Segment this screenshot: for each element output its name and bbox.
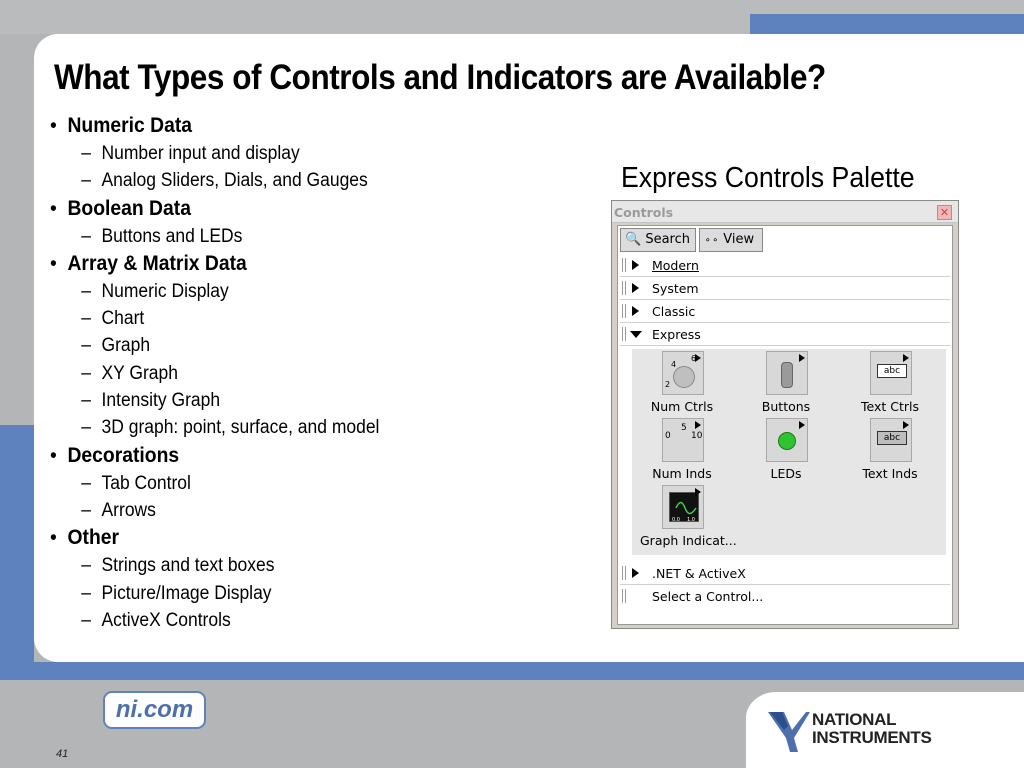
palette-item-num-ctrls[interactable] xyxy=(632,351,732,415)
meter-icon: 0 5 10 xyxy=(662,418,704,462)
bullet-numeric-data: • Numeric Data xyxy=(50,112,528,140)
search-label: Search xyxy=(645,232,690,247)
national-instruments-logo xyxy=(766,708,956,758)
svg-text:0.0: 0.0 xyxy=(672,517,680,523)
sub-bullet: – ActiveX Controls xyxy=(50,607,528,634)
sub-bullet: – Strings and text boxes xyxy=(50,552,528,579)
express-subpalette xyxy=(632,349,946,555)
sub-bullet: – Intensity Graph xyxy=(50,387,528,414)
close-button[interactable]: ✕ xyxy=(937,205,952,220)
grip-icon xyxy=(622,327,626,341)
sub-bullet: – XY Graph xyxy=(50,360,528,387)
eagle-logo-icon xyxy=(766,708,810,754)
palette-item-num-inds[interactable] xyxy=(632,418,732,482)
controls-palette-window xyxy=(611,200,959,629)
numeric-control-icon: 4 6 2 xyxy=(662,351,704,395)
search-button[interactable] xyxy=(620,228,696,252)
view-button[interactable] xyxy=(699,228,763,252)
palette-item-buttons[interactable] xyxy=(736,351,836,415)
item-label: Text Ctrls xyxy=(860,399,919,414)
top-band xyxy=(0,0,750,34)
category-label: Classic xyxy=(652,304,696,319)
category-modern[interactable] xyxy=(620,254,950,277)
category-label: .NET & ActiveX xyxy=(652,566,746,581)
item-label: Text Inds xyxy=(862,466,918,481)
item-label: Num Inds xyxy=(652,466,712,481)
slide-title: What Types of Controls and Indicators are Available? xyxy=(54,58,826,97)
view-label: View xyxy=(723,232,755,247)
top-right-band xyxy=(750,0,1024,34)
bullet-decorations: • Decorations xyxy=(50,442,528,470)
sub-bullet: – Picture/Image Display xyxy=(50,580,528,607)
bullet-boolean-data: • Boolean Data xyxy=(50,195,528,223)
sub-bullet: – Number input and display xyxy=(50,140,528,167)
graph-icon xyxy=(662,485,704,529)
expand-arrow-icon xyxy=(632,260,639,270)
text-indicator-icon: abc xyxy=(870,418,912,462)
palette-body xyxy=(617,225,953,625)
expand-arrow-icon xyxy=(632,568,639,578)
category-classic[interactable] xyxy=(620,300,950,323)
item-label: Buttons xyxy=(761,399,811,414)
grip-icon xyxy=(622,281,626,295)
left-band xyxy=(0,425,34,675)
sub-bullet: – 3D graph: point, surface, and model xyxy=(50,414,528,441)
category-net-activex[interactable] xyxy=(620,562,950,585)
category-label: System xyxy=(652,281,699,296)
page-number: 41 xyxy=(56,748,69,760)
select-a-control[interactable] xyxy=(620,585,950,608)
sub-bullet: – Buttons and LEDs xyxy=(50,223,528,250)
grip-icon xyxy=(622,258,626,272)
bullet-other: • Other xyxy=(50,524,528,552)
sub-bullet: – Tab Control xyxy=(50,470,528,497)
palette-item-text-ctrls[interactable] xyxy=(840,351,940,415)
item-label: Graph Indicat... xyxy=(640,533,737,548)
bullet-outline xyxy=(50,112,570,634)
expand-arrow-icon xyxy=(632,306,639,316)
palette-item-text-inds[interactable] xyxy=(840,418,940,482)
category-label: Express xyxy=(652,327,701,342)
bottom-band xyxy=(0,662,1024,680)
sub-bullet: – Chart xyxy=(50,305,528,332)
grip-icon xyxy=(622,589,626,603)
expand-arrow-icon xyxy=(632,283,639,293)
ni-com-link[interactable]: ni.com xyxy=(103,691,206,729)
text-control-icon: abc xyxy=(870,351,912,395)
category-label: Modern xyxy=(652,258,699,273)
item-label: Num Ctrls xyxy=(650,399,714,414)
palette-title: Controls xyxy=(614,205,674,220)
brand-line-1: NATIONAL xyxy=(812,710,897,729)
bullet-array-matrix-data: • Array & Matrix Data xyxy=(50,250,528,278)
grip-icon xyxy=(622,566,626,580)
sub-bullet: – Arrows xyxy=(50,497,528,524)
sub-bullet: – Numeric Display xyxy=(50,278,528,305)
palette-item-leds[interactable] xyxy=(736,418,836,482)
sub-bullet: – Analog Sliders, Dials, and Gauges xyxy=(50,167,528,194)
svg-text:1.0: 1.0 xyxy=(687,517,695,523)
view-options-icon: ⚬⚬ xyxy=(704,236,720,246)
brand-line-2: INSTRUMENTS xyxy=(812,728,932,747)
category-system[interactable] xyxy=(620,277,950,300)
category-express[interactable] xyxy=(620,323,950,346)
sub-bullet: – Graph xyxy=(50,332,528,359)
palette-title-bar[interactable] xyxy=(612,201,958,223)
palette-item-graph-indicators[interactable] xyxy=(632,485,737,549)
toggle-switch-icon xyxy=(766,351,808,395)
palette-caption: Express Controls Palette xyxy=(621,162,915,194)
category-label: Select a Control... xyxy=(652,589,764,604)
search-icon: 🔍 xyxy=(625,232,642,247)
collapse-arrow-icon xyxy=(630,331,642,338)
led-icon xyxy=(766,418,808,462)
item-label: LEDs xyxy=(770,466,802,481)
grip-icon xyxy=(622,304,626,318)
